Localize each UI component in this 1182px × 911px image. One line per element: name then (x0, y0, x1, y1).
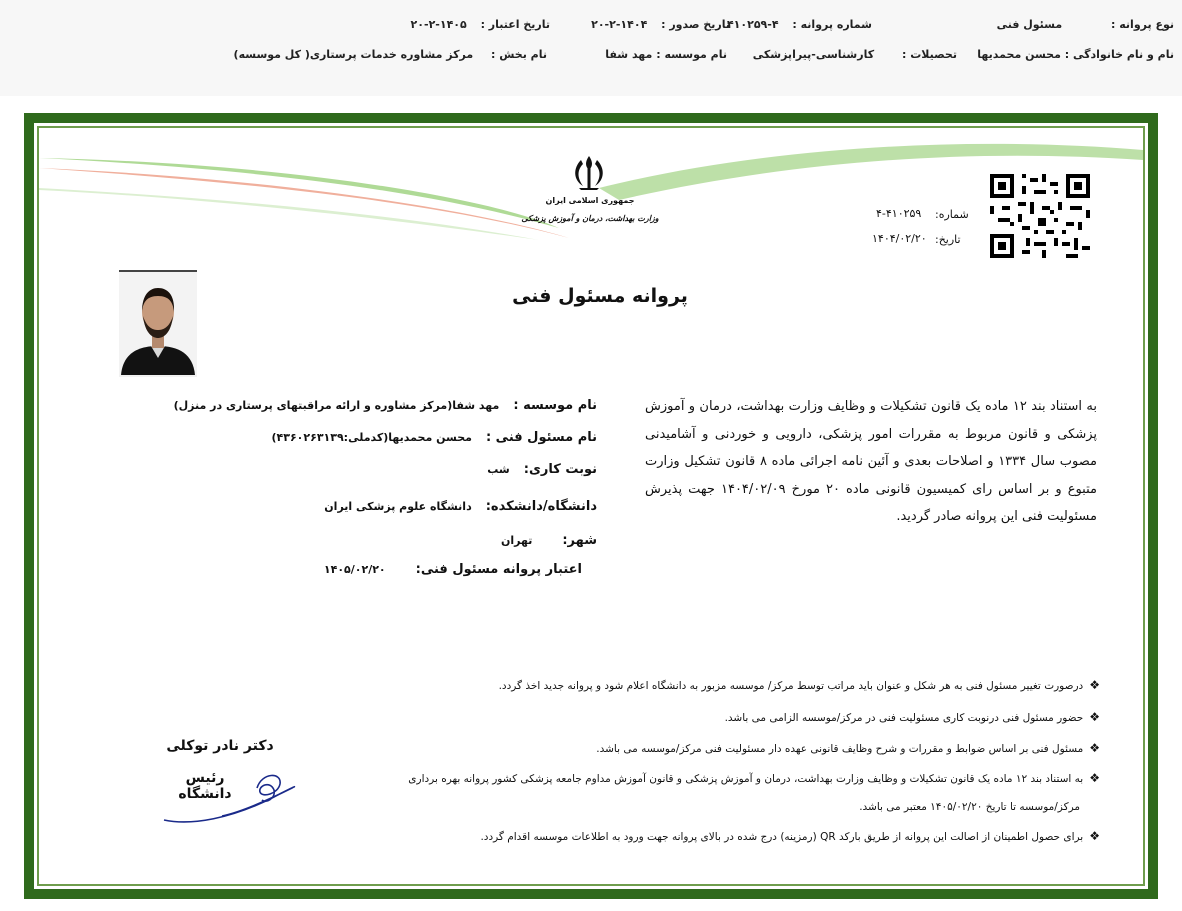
field-technical-manager: نام مسئول فنی :محسن محمدیها(کدملی:۴۳۶۰۲۶۳۱۳۹) (271, 430, 597, 445)
person-portrait-icon (119, 272, 197, 375)
note-item: ❖درصورت تغییر مسئول فنی به هر شکل و عنوان باید مراتب توسط مرکز/ موسسه مزبور به دانشگاه اعلام شود و پروانه جدید اخذ گردد. (498, 678, 1100, 692)
department-name: نام بخش : مرکز مشاوره خدمات پرستاری( کل موسسه) (233, 48, 547, 61)
certificate-date-label: تاریخ: (935, 233, 961, 246)
certificate-number-label: شماره: (935, 208, 969, 221)
license-number: شماره پروانه : ۴-۴۱۰۲۵۹ (726, 18, 872, 31)
field-validity: اعتبار پروانه مسئول فنی:۱۴۰۵/۰۲/۲۰ (323, 562, 582, 577)
signer-title: رئیس دانشگاه (178, 770, 232, 802)
diamond-bullet-icon: ❖ (1089, 741, 1100, 755)
certificate-body-text: به استناد بند ۱۲ ماده یک قانون تشکیلات و وظایف وزارت بهداشت، درمان و آموزش پزشکی و قانون مربوط به مقررات امور پزشکی، دارویی و خوردنی و آشامیدنی مصوب سال ۱۳۳۴ و اصلاحات بعدی و آئین نامه اجرائی ماده ۸ قانون تشکیل وزارت متبوع و بر اساس رای کمیسیون قانونی ماده ۲۰ مورخ ۱۴۰۴/۰۲/۰۹ جهت پذیرش مسئولیت فنی این پروانه صادر گردید. (645, 399, 1097, 524)
qr-code-icon[interactable] (990, 174, 1090, 258)
certificate-title: پروانه مسئول فنی (512, 285, 688, 307)
note-item: ❖برای حصول اطمینان از اصالت این پروانه از طریق بارکد QR (رمزینه) درج شده در بالای پروانه جهت ورود به اطلاعات موسسه اقدام گردد. (480, 829, 1100, 843)
diamond-bullet-icon: ❖ (1089, 829, 1100, 843)
expiry-date: تاریخ اعتبار : ۱۴۰۵-۲-۲۰ (410, 18, 550, 31)
holder-photo (119, 270, 197, 377)
emblem-caption-ministry: وزارت بهداشت، درمان و آموزش پزشکی (521, 214, 659, 223)
field-institute: نام موسسه :مهد شفا(مرکز مشاوره و ارائه مراقبتهای پرستاری در منزل) (173, 398, 597, 413)
full-name: نام و نام خانوادگی : محسن محمدیها (977, 48, 1174, 61)
emblem-caption-republic: جمهوری اسلامی ایران (545, 196, 635, 205)
note-item: ❖به استناد بند ۱۲ ماده یک قانون تشکیلات و وظایف وزارت بهداشت، درمان و آموزش پزشکی و قانون آموزش مداوم جامعه پزشکی کشور پروانه بهره برداری (408, 771, 1100, 785)
note-item: ❖حضور مسئول فنی درنوبت کاری مسئولیت فنی در مرکز/موسسه الزامی می باشد. (724, 710, 1100, 724)
iran-emblem-icon (569, 152, 609, 192)
diamond-bullet-icon: ❖ (1089, 678, 1100, 692)
field-shift: نوبت کاری:شب (487, 462, 597, 477)
signer-name: دکتر نادر توکلی (166, 738, 274, 754)
license-info-header (0, 0, 1182, 88)
certificate-number-value: ۴-۴۱۰۲۵۹ (876, 207, 922, 220)
diamond-bullet-icon: ❖ (1089, 771, 1100, 785)
field-city: شهر:تهران (500, 533, 597, 548)
field-university: دانشگاه/دانشکده:دانشگاه علوم پزشکی ایران (324, 499, 597, 514)
note-item: ❖مسئول فنی بر اساس ضوابط و مقررات و شرح وظایف قانونی عهده دار مسئولیت فنی مرکز/موسسه می باشد. (596, 741, 1100, 755)
signature-icon (162, 768, 302, 828)
certificate-date-value: ۱۴۰۴/۰۲/۲۰ (872, 232, 927, 245)
education: تحصیلات : کارشناسی-پیراپزشکی (752, 48, 957, 61)
institute-name: نام موسسه : مهد شفا (605, 48, 727, 61)
issue-date: تاریخ صدور : ۱۴۰۴-۲-۲۰ (591, 18, 730, 31)
diamond-bullet-icon: ❖ (1089, 710, 1100, 724)
note-item-continuation: مرکز/موسسه تا تاریخ ۱۴۰۵/۰۲/۲۰ معتبر می باشد. (859, 801, 1080, 813)
license-type: نوع پروانه : مسئول فنی (996, 18, 1174, 31)
